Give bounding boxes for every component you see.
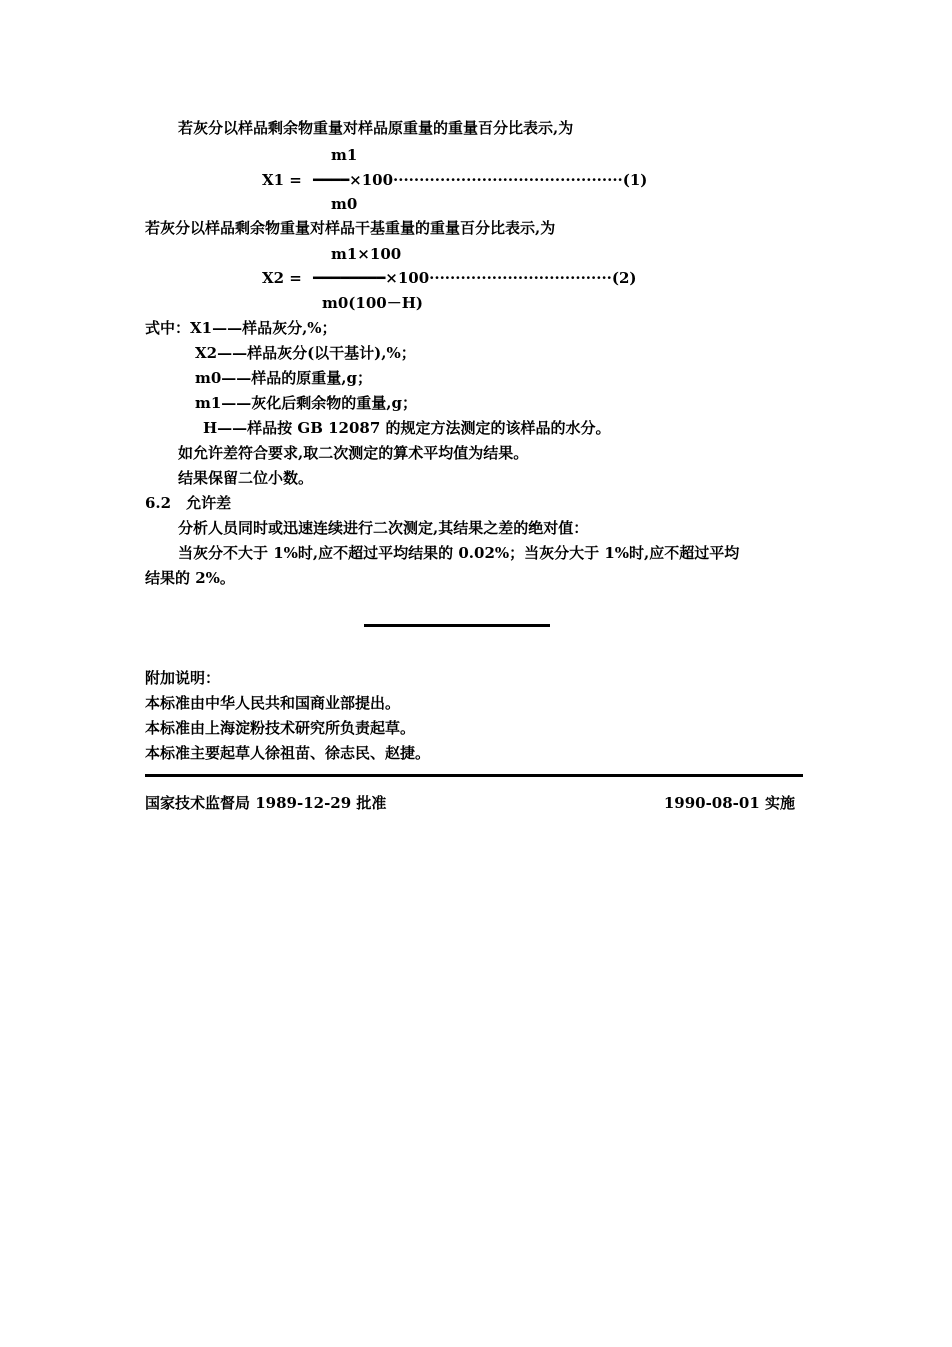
tolerance-text-3: 结果的 2%。 bbox=[145, 569, 235, 587]
tolerance-text-2: 当灰分不大于 1%时,应不超过平均结果的 0.02%；当灰分大于 1%时,应不超过平均 bbox=[178, 544, 740, 562]
formula2-numerator: m1×100 bbox=[331, 245, 402, 263]
definition-h: H——样品按 GB 12087 的规定方法测定的该样品的水分。 bbox=[203, 419, 611, 437]
definition-x1: 式中：X1——样品灰分,%； bbox=[145, 319, 337, 337]
end-divider bbox=[364, 624, 550, 627]
formula1-lhs: X1 = bbox=[262, 171, 302, 189]
definition-m0: m0——样品的原重量,g； bbox=[195, 369, 373, 387]
section-heading-6-2: 6.2 允许差 bbox=[145, 494, 232, 512]
result-text: 如允许差符合要求,取二次测定的算术平均值为结果。 bbox=[178, 444, 529, 462]
formula2-denominator: m0(100－H) bbox=[322, 294, 423, 312]
tolerance-text-1: 分析人员同时或迅速连续进行二次测定,其结果之差的绝对值： bbox=[178, 519, 589, 537]
definition-x2: X2——样品灰分(以干基计),%； bbox=[195, 344, 416, 362]
footer-approval: 国家技术监督局 1989-12-29 批准 bbox=[145, 794, 387, 812]
definition-m1: m1——灰化后剩余物的重量,g； bbox=[195, 394, 418, 412]
result-precision: 结果保留二位小数。 bbox=[178, 469, 314, 487]
note-drafter-org: 本标准由上海淀粉技术研究所负责起草。 bbox=[145, 719, 416, 737]
ash-intro-dry: 若灰分以样品剩余物重量对样品干基重量的重量百分比表示,为 bbox=[145, 219, 556, 237]
footer-effective-date: 1990-08-01 实施 bbox=[663, 794, 795, 812]
formula2-lhs: X2 = bbox=[262, 269, 302, 287]
formula2-body: ━━━━━━━━×100···································(2) bbox=[313, 269, 637, 287]
footer-rule bbox=[145, 774, 803, 777]
note-drafters: 本标准主要起草人徐祖苗、徐志民、赵捷。 bbox=[145, 744, 431, 762]
notes-heading: 附加说明： bbox=[145, 669, 221, 687]
ash-intro-original: 若灰分以样品剩余物重量对样品原重量的重量百分比表示,为 bbox=[178, 119, 574, 137]
note-proposer: 本标准由中华人民共和国商业部提出。 bbox=[145, 694, 401, 712]
formula1-numerator: m1 bbox=[331, 146, 358, 164]
formula1-denominator: m0 bbox=[331, 195, 358, 213]
formula1-body: ━━━━×100············································(1) bbox=[313, 171, 648, 189]
